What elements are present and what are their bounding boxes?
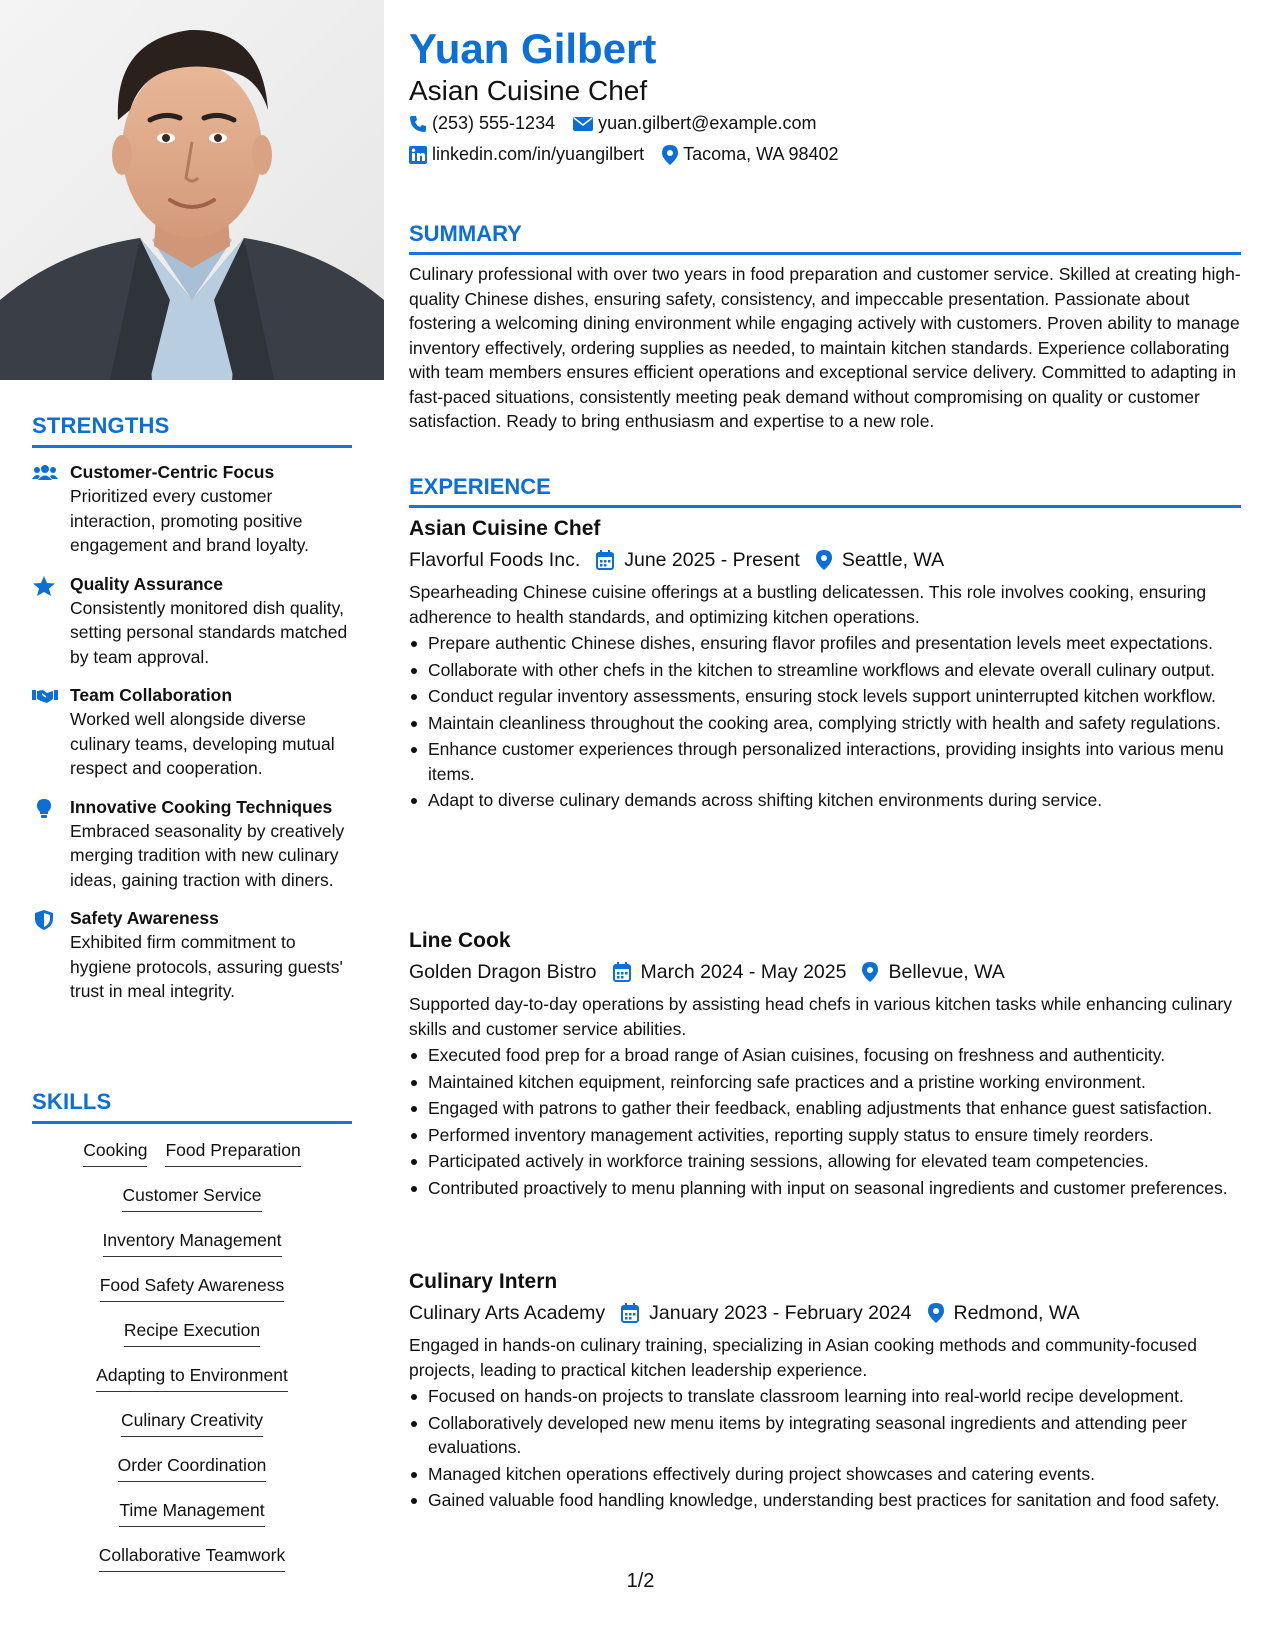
linkedin-contact[interactable] [409, 144, 644, 165]
shield-icon [32, 909, 56, 929]
bullet-item: Collaboratively developed new menu items by integrating seasonal ingredients and attending peer evaluations. [409, 1411, 1241, 1460]
page-number [0, 1570, 1275, 1593]
skill-tag: Adapting to Environment [96, 1363, 288, 1392]
job-title: Culinary Intern [409, 1270, 558, 1293]
job-meta [409, 1297, 1241, 1329]
strength-title: Team Collaboration [70, 685, 233, 705]
page-number-text: 1/2 [626, 1570, 655, 1592]
lightbulb-icon [32, 798, 56, 818]
skills-list [32, 1138, 352, 1588]
skills-heading: SKILLS [32, 1089, 352, 1124]
skills-section [32, 1089, 352, 1588]
skill-tag: Culinary Creativity [121, 1408, 263, 1437]
calendar-icon [596, 550, 614, 570]
job-company: Flavorful Foods Inc. [409, 549, 581, 571]
bullet-item: Maintained kitchen equipment, reinforcing safe practices and a pristine working environment. [409, 1070, 1241, 1095]
map-pin-icon [816, 550, 832, 570]
strength-description: Worked well alongside diverse culinary teams, developing mutual respect and cooperation. [70, 709, 335, 778]
job-title: Line Cook [409, 929, 511, 952]
bullet-item: Adapt to diverse culinary demands across shifting kitchen environments during service. [409, 788, 1241, 813]
job-description: Supported day-to-day operations by assisting head chefs in various kitchen tasks while enhancing culinary skills and customer service abilities. [409, 994, 1232, 1039]
job-company: Culinary Arts Academy [409, 1302, 606, 1324]
job-location [816, 544, 944, 576]
job-dates [613, 956, 847, 988]
skill-tag: Inventory Management [103, 1228, 282, 1257]
handshake-icon [32, 686, 56, 706]
bullet-item: Focused on hands-on projects to translate classroom learning into real-world recipe development. [409, 1384, 1241, 1409]
bullet-item: Executed food prep for a broad range of Asian cuisines, focusing on freshness and authenticity. [409, 1043, 1241, 1068]
map-pin-icon [928, 1303, 944, 1323]
strength-description: Exhibited firm commitment to hygiene protocols, assuring guests' trust in meal integrity. [70, 932, 343, 1001]
skill-tag: Food Safety Awareness [100, 1273, 285, 1302]
job-dates-text: June 2025 - Present [624, 549, 800, 571]
phone-icon [409, 115, 427, 133]
map-pin-icon [662, 145, 678, 165]
summary-heading: SUMMARY [409, 221, 1241, 255]
skill-tag: Time Management [119, 1498, 264, 1527]
email-text: yuan.gilbert@example.com [598, 113, 817, 133]
strength-item [32, 906, 352, 1004]
skill-tag: Food Preparation [165, 1138, 300, 1167]
job-description: Engaged in hands-on culinary training, specializing in Asian cooking methods and community-focused projects, leading to practical kitchen leadership experience. [409, 1335, 1197, 1380]
strength-description: Embraced seasonality by creatively merging tradition with new culinary ideas, gaining traction with diners. [70, 820, 345, 890]
strengths-section [32, 413, 352, 1018]
job-bullets [409, 1384, 1241, 1513]
contact-row-2 [409, 144, 857, 165]
bullet-item: Contributed proactively to menu planning with input on seasonal ingredients and customer preferences. [409, 1176, 1241, 1201]
skill-tag: Cooking [83, 1138, 147, 1167]
skill-tag: Customer Service [122, 1183, 261, 1212]
strength-title: Quality Assurance [70, 573, 224, 594]
bullet-item: Collaborate with other chefs in the kitchen to streamline workflows and elevate overall culinary output. [409, 658, 1241, 683]
job-meta [409, 956, 1241, 988]
skill-tag: Collaborative Teamwork [99, 1543, 285, 1572]
bullet-item: Participated actively in workforce training sessions, allowing for elevated team competencies. [409, 1149, 1241, 1174]
strength-title: Innovative Cooking Techniques [70, 796, 333, 817]
bullet-item: Prepare authentic Chinese dishes, ensuring flavor profiles and presentation levels meet expectations. [409, 631, 1241, 656]
job-dates [596, 544, 800, 576]
summary-text: Culinary professional with over two years in food preparation and customer service. Skilled at creating high-quality Chinese dishes, ensuring safety, consistency, and impeccable presentation. Passionate about fostering a welcoming dining environment while engaging actively with customers. Proven ability to manage inventory effectively, ordering supplies as needed, to maintain kitchen standards. Experience collaborating with team members ensures efficient operations and exceptional service delivery. Committed to adapting in fast-paced situations, consistently meeting peak demand without compromising on quality or customer satisfaction. Ready to bring enthusiasm and expertise to a new role. [409, 264, 1241, 431]
strength-title: Safety Awareness [70, 908, 219, 928]
job-location [928, 1297, 1080, 1329]
left-column [0, 0, 385, 1650]
job-meta [409, 544, 1241, 576]
star-icon [32, 575, 56, 595]
job-entry [409, 926, 1241, 1202]
experience-heading: EXPERIENCE [409, 474, 1241, 508]
job-dates [621, 1297, 911, 1329]
job-location [862, 956, 1004, 988]
phone-text: (253) 555-1234 [432, 113, 556, 133]
strength-item [32, 460, 352, 558]
strength-item [32, 683, 352, 781]
bullet-item: Enhance customer experiences through personalized interactions, providing insights into various menu items. [409, 737, 1241, 786]
linkedin-icon [409, 146, 427, 164]
location-text: Tacoma, WA 98402 [683, 144, 839, 164]
phone-contact[interactable] [409, 113, 555, 134]
bullet-item: Performed inventory management activities, reporting supply status to ensure timely reorders. [409, 1123, 1241, 1148]
strength-title: Customer-Centric Focus [70, 462, 275, 482]
strength-item [32, 572, 352, 670]
calendar-icon [613, 962, 631, 982]
strength-description: Consistently monitored dish quality, setting personal standards matched by team approval. [70, 597, 348, 667]
candidate-role: Asian Cuisine Chef [409, 75, 648, 106]
job-location-text: Bellevue, WA [888, 961, 1005, 983]
job-dates-text: March 2024 - May 2025 [640, 961, 847, 983]
bullet-item: Managed kitchen operations effectively during project showcases and catering events. [409, 1462, 1241, 1487]
strength-item [32, 795, 352, 893]
bullet-item: Gained valuable food handling knowledge, understanding best practices for sanitation and food safety. [409, 1488, 1241, 1513]
job-dates-text: January 2023 - February 2024 [649, 1302, 912, 1324]
skill-tag: Order Coordination [118, 1453, 267, 1482]
job-entry [409, 514, 1241, 815]
contact-row-1 [409, 113, 834, 134]
bullet-item: Maintain cleanliness throughout the cooking area, complying strictly with health and safety regulations. [409, 711, 1241, 736]
envelope-icon [573, 116, 593, 132]
calendar-icon [621, 1303, 639, 1323]
job-entry [409, 1267, 1241, 1515]
job-company: Golden Dragon Bistro [409, 961, 597, 983]
bullet-item: Conduct regular inventory assessments, ensuring stock levels support uninterrupted kitchen workflow. [409, 684, 1241, 709]
location-contact [662, 144, 838, 165]
job-description: Spearheading Chinese cuisine offerings at a bustling delicatessen. This role involves cooking, ensuring adherence to health standards, and optimizing kitchen operations. [409, 582, 1207, 627]
map-pin-icon [862, 962, 878, 982]
job-location-text: Seattle, WA [841, 549, 945, 571]
job-title: Asian Cuisine Chef [409, 517, 601, 540]
email-contact[interactable] [573, 113, 816, 134]
job-location-text: Redmond, WA [953, 1302, 1080, 1324]
skill-tag: Recipe Execution [124, 1318, 260, 1347]
candidate-name: Yuan Gilbert [409, 25, 657, 72]
job-bullets [409, 1043, 1241, 1200]
users-icon [32, 463, 56, 483]
strengths-heading: STRENGTHS [32, 413, 352, 448]
bullet-item: Engaged with patrons to gather their feedback, enabling adjustments that enhance guest satisfaction. [409, 1096, 1241, 1121]
strength-description: Prioritized every customer interaction, promoting positive engagement and brand loyalty. [70, 486, 310, 555]
linkedin-text: linkedin.com/in/yuangilbert [432, 144, 645, 164]
profile-photo [0, 0, 384, 380]
job-bullets [409, 631, 1241, 813]
